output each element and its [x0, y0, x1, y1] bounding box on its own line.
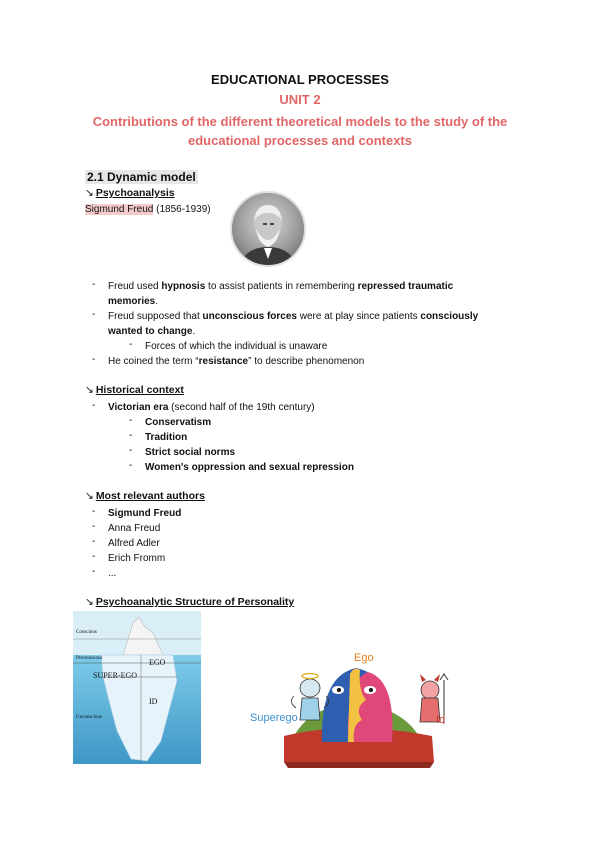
authors-heading: ↘ Most relevant authors: [85, 490, 205, 502]
author-item: Sigmund Freud: [108, 508, 182, 519]
bullet-dash: -: [92, 354, 96, 365]
arrow-icon: ↘: [85, 384, 94, 396]
document-title: EDUCATIONAL PROCESSES: [211, 72, 389, 87]
structure-heading: ↘ Psychoanalytic Structure of Personality: [85, 596, 295, 608]
freud-line: Sigmund Freud (1856-1939): [85, 204, 211, 215]
historical-heading: ↘ Historical context: [85, 384, 184, 396]
author-item: Alfred Adler: [108, 538, 160, 549]
bullet-dash: -: [92, 521, 96, 532]
bullet-dash: -: [92, 400, 96, 411]
bullet-hypnosis: Freud used hypnosis to assist patients in remembering repressed traumatic memories.: [108, 281, 454, 307]
sub-bullet-forces: Forces of which the individual is unaware: [145, 341, 328, 352]
victorian-era: Victorian era (second half of the 19th century): [108, 402, 315, 413]
arrow-icon: ↘: [85, 596, 94, 608]
arrow-icon: ↘: [85, 490, 94, 502]
iceberg-id-label: ID: [149, 697, 158, 706]
sub-bullet-dash: -: [129, 415, 133, 426]
iceberg-unconscious-label: Unconscious: [76, 715, 102, 720]
author-item: Anna Freud: [108, 523, 161, 534]
bullet-dash: -: [92, 566, 96, 577]
iceberg-preconscious-label: Preconscious: [76, 656, 103, 661]
cartoon-id-label: Id: [436, 714, 446, 726]
bullet-dash: -: [92, 309, 96, 320]
iceberg-ego-label: EGO: [149, 658, 166, 667]
context-item: Conservatism: [145, 417, 212, 428]
sub-bullet-dash: -: [129, 460, 133, 471]
iceberg-conscious-label: Conscious: [76, 630, 97, 635]
cartoon-ego-label: Ego: [354, 652, 374, 664]
iceberg-diagram: [73, 611, 201, 764]
author-item: ...: [108, 568, 117, 579]
sub-bullet-dash: -: [129, 339, 133, 350]
bullet-unconscious: Freud supposed that unconscious forces were at play since patients consciously wanted to change.: [108, 311, 479, 337]
sub-bullet-dash: -: [129, 445, 133, 456]
bullet-dash: -: [92, 536, 96, 547]
context-item: Strict social norms: [145, 447, 236, 458]
section-heading: 2.1 Dynamic model: [87, 170, 196, 184]
context-item: Women's oppression and sexual repression: [145, 462, 354, 473]
bullet-dash: -: [92, 506, 96, 517]
bullet-dash: -: [92, 551, 96, 562]
context-item: Tradition: [145, 432, 188, 443]
freud-portrait: [230, 191, 306, 267]
iceberg-superego-label: SUPER-EGO: [93, 671, 138, 680]
bullet-resistance: He coined the term “resistance” to describe phenomenon: [108, 356, 365, 367]
author-item: Erich Fromm: [108, 553, 166, 564]
bullet-dash: -: [92, 279, 96, 290]
sub-bullet-dash: -: [129, 430, 133, 441]
arrow-icon: ↘: [85, 187, 94, 199]
document-subtitle: Contributions of the different theoretical models to the study of the educational processes and contexts: [92, 114, 508, 148]
unit-label: UNIT 2: [279, 92, 321, 107]
freud-name: Sigmund Freud: [85, 204, 154, 215]
ego-cartoon: [250, 650, 460, 770]
psychoanalysis-heading: ↘ Psychoanalysis: [85, 187, 175, 199]
cartoon-superego-label: Superego: [250, 712, 298, 724]
